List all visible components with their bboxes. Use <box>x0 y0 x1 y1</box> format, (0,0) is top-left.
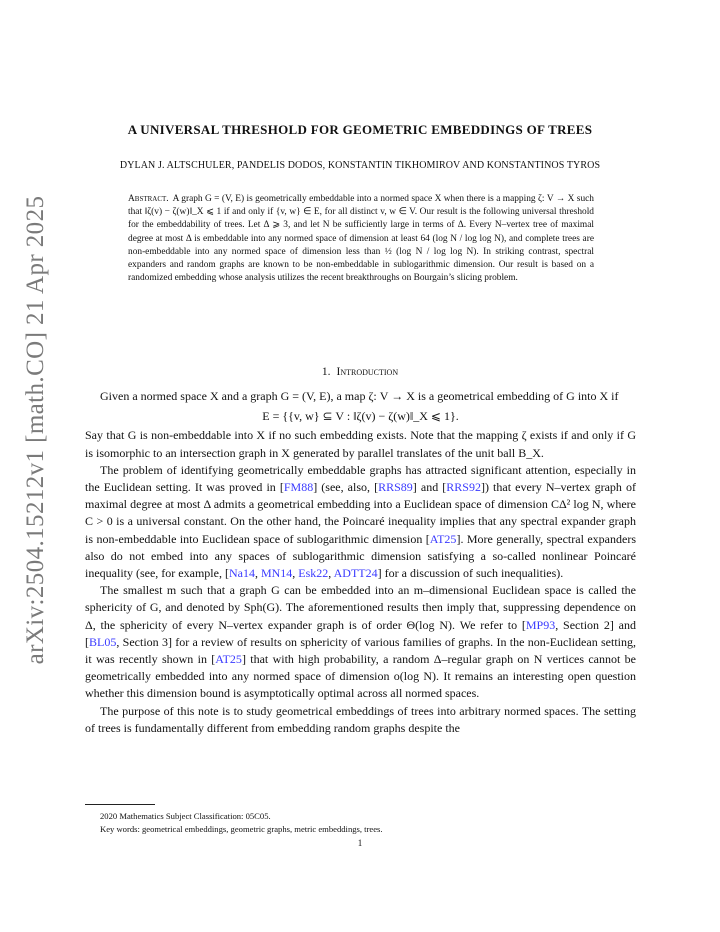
abstract <box>128 193 594 285</box>
citation-link[interactable]: AT25 <box>429 531 457 546</box>
footnote-rule <box>85 804 155 805</box>
page-number: 1 <box>357 838 363 848</box>
citation-link[interactable]: MN14 <box>260 566 293 581</box>
abstract-label: Abstract. <box>128 194 169 204</box>
paragraph: Given a normed space X and a graph G = (V, E), a map ζ: V → X is a geometrical embedding of G into X if <box>100 389 619 403</box>
arxiv-sidebar <box>18 195 54 665</box>
citation-link[interactable]: RRS89 <box>378 480 413 495</box>
display-equation: E = {{v, w} ⊆ V : ‖ζ(v) − ζ(w)‖_X ⩽ 1}. <box>262 409 459 424</box>
citation-link[interactable]: Esk22 <box>298 566 329 581</box>
citation-link[interactable]: Na14 <box>228 566 255 581</box>
citation-link[interactable]: ADTT24 <box>333 566 378 581</box>
footnote-keywords: Key words: geometrical embeddings, geometric graphs, metric embeddings, trees. <box>100 824 383 834</box>
citation-link[interactable]: RRS92 <box>446 480 481 495</box>
section-title: Introduction <box>336 366 399 378</box>
citation-link[interactable]: MP93 <box>525 617 556 632</box>
paper-authors: DYLAN J. ALTSCHULER, PANDELIS DODOS, KONSTANTIN TIKHOMIROV AND KONSTANTINOS TYROS <box>119 160 601 171</box>
citation-link[interactable]: BL05 <box>89 634 117 649</box>
paper-title: A UNIVERSAL THRESHOLD FOR GEOMETRIC EMBEDDINGS OF TREES <box>127 122 593 137</box>
citation-link[interactable]: FM88 <box>283 480 314 495</box>
paragraph: The problem of identifying geometrically embeddable graphs has attracted significant attention, especially in the Euclidean setting. It was proved in [FM88] (see, also, [RRS89] and [RRS92]) that every N–vertex graph of maximal degree at most Δ admits a geometrical embedding into a Euclidean space of dimension CΔ² log N, where C > 0 is a universal constant. On the other hand, the Poincaré inequality implies that any spectral expander graph is non-embeddable into Euclidean space of sublogarithmic dimension [AT25]. More generally, spectral expanders also do not embed into any spaces of sublogarithmic dimension satisfying a so-called nonlinear Poincaré inequality (see, for example, [Na14, MN14, Esk22, ADTT24] for a discussion of such inequalities). <box>85 462 637 581</box>
abstract-text: A graph G = (V, E) is geometrically embeddable into a normed space X when there is a mapping ζ: V → X such that ‖ζ(v) − ζ(w)‖_X ⩽ 1 if and only if {v, w} ∈ E, for all distinct v, w ∈ V. Our result is the following universal threshold for the embeddability of trees. Let Δ ⩾ 3, and let N be sufficiently large in terms of Δ. Every N–vertex tree of maximal degree at most Δ is embeddable into any normed space of dimension at least 64 (log N / log log N), and complete trees are non-embeddable into any normed space of dimension less than ½ (log N / log log N). In striking contrast, spectral expanders and random graphs are known to be non-embeddable in sublogarithmic dimension. Our result is based on a randomized embedding whose analysis utilizes the recent breakthroughs on Bourgain’s slicing problem. <box>128 194 594 284</box>
footnote-msc: 2020 Mathematics Subject Classification: 05C05. <box>100 811 271 821</box>
section-number: 1. <box>321 366 331 378</box>
arxiv-identifier: arXiv:2504.15212v1 [math.CO] 21 Apr 2025 <box>22 195 49 665</box>
body-text <box>85 388 636 737</box>
paragraph: The smallest m such that a graph G can be embedded into an m–dimensional Euclidean space is called the sphericity of G, and denoted by Sph(G). The aforementioned results then imply that, suppressing dependence on Δ, the sphericity of every N–vertex expander graph is of order Θ(log N). We refer to [MP93, Section 2] and [BL05, Section 3] for a review of results on sphericity of various families of graphs. In the non-Euclidean setting, it was recently shown in [AT25] that with high probability, a random Δ–regular graph on N vertices cannot be geometrically embedded into any normed space of dimension o(log N). It remains an interesting open question whether this dimension bound is asymptotically optimal across all normed spaces. <box>85 583 636 701</box>
paragraph: The purpose of this note is to study geometrical embeddings of trees into arbitrary normed spaces. The setting of trees is fundamentally different from embedding random graphs despite the <box>85 703 636 735</box>
section-heading <box>84 366 636 378</box>
citation-link[interactable]: AT25 <box>215 652 242 667</box>
paragraph: Say that G is non-embeddable into X if no such embedding exists. Note that the mapping ζ exists if and only if G is isomorphic to an intersection graph in X generated by parallel translates of the unit ball B_X. <box>85 428 636 460</box>
